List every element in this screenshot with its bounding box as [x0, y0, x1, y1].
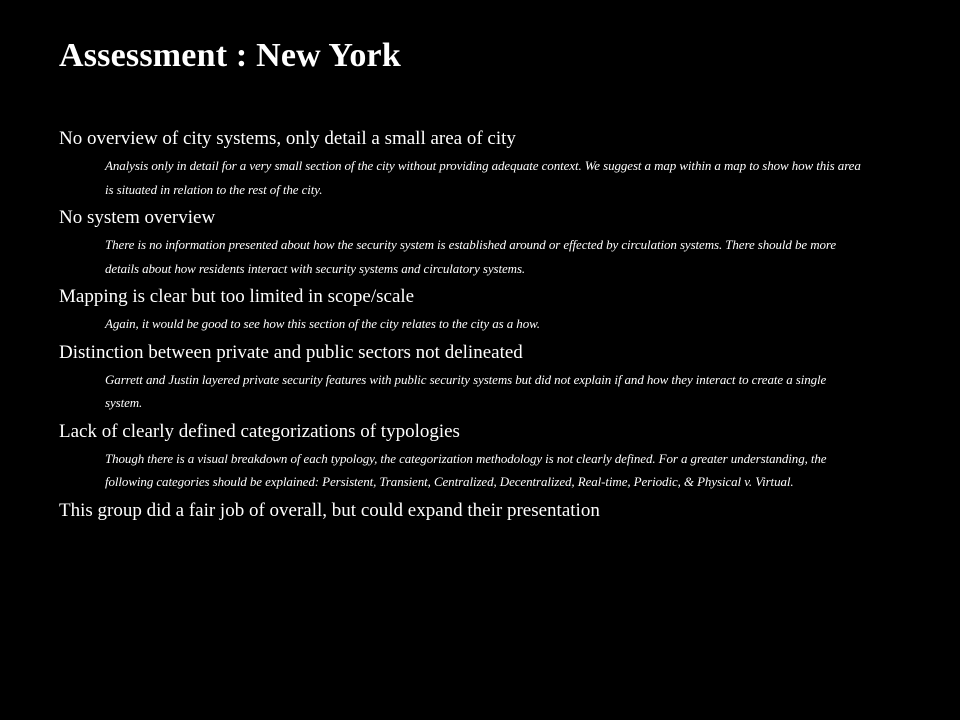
bullet-point-mapping-scope: Mapping is clear but too limited in scope/scale	[59, 286, 415, 307]
bullet-point-typologies: Lack of clearly defined categorizations of typologies	[59, 420, 460, 442]
bullet-point-system-overview: No system overview	[59, 207, 216, 228]
sub-point-mapping-scope: Again, it would be good to see how this section of the city relates to the city as a how.	[105, 316, 540, 331]
bullet-list	[59, 124, 889, 526]
bullet-point-summary: This group did a fair job of overall, but could expand their presentation	[59, 499, 600, 521]
slide-title: Assessment : New York	[59, 37, 401, 74]
sub-point-system-overview: There is no information presented about how the security system is established around or effected by circulation systems. There should be more details about how residents interact with security systems and circulatory systems.	[105, 237, 837, 276]
sub-point-typologies: Though there is a visual breakdown of each typology, the categorization methodology is not clearly defined. For a greater understanding, the following categories should be explained: Persistent, Transient, Centralized, Decentralized, Real-time, Periodic, & Physical v. Virtual.	[105, 450, 827, 489]
bullet-point-private-public: Distinction between private and public sectors not delineated	[59, 341, 523, 363]
bullet-point-city-overview: No overview of city systems, only detail a small area of city	[59, 128, 516, 149]
sub-point-private-public: Garrett and Justin layered private security features with public security systems but did not explain if and how they interact to create a single system.	[105, 371, 827, 410]
sub-point-city-overview: Analysis only in detail for a very small section of the city without providing adequate context. We suggest a map within a map to show how this area is situated in relation to the rest of the city.	[105, 158, 861, 197]
